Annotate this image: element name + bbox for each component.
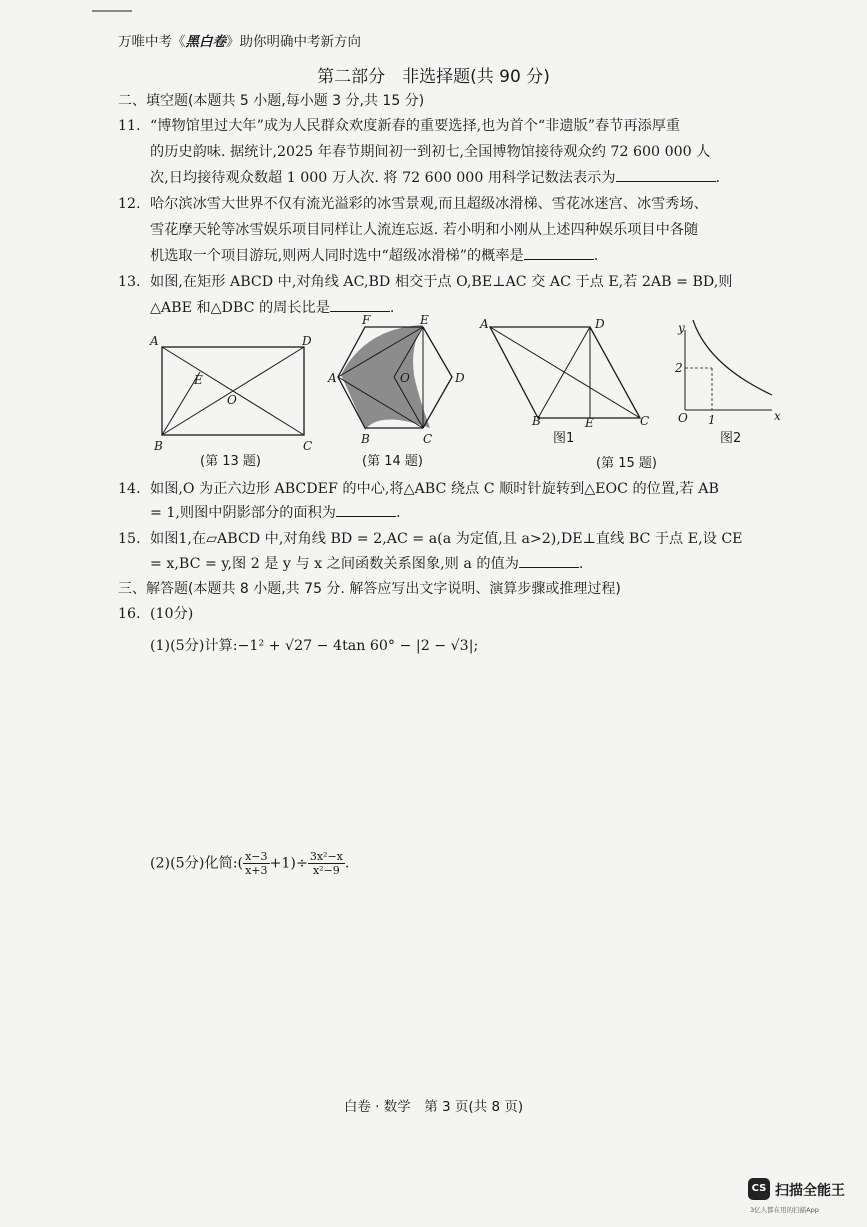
- camscanner-logo-icon: CS: [748, 1178, 770, 1200]
- q14-line1: [118, 478, 719, 498]
- fraction-2-numerator: 3x²−x: [309, 850, 343, 863]
- f13-label-a: A: [150, 334, 159, 348]
- q11-number: 11.: [118, 118, 141, 134]
- q12-line3: [150, 245, 598, 265]
- q15-text1: 如图1,在▱ABCD 中,对角线 BD = 2,AC = a(a 为定值,且 a>2),DE⊥直线 BC 于点 E,设 CE: [150, 531, 743, 547]
- q13-text1: 如图,在矩形 ABCD 中,对角线 AC,BD 相交于点 O,BE⊥AC 交 AC 于点 E,若 2AB = BD,则: [150, 274, 733, 290]
- f13-label-d: D: [302, 334, 312, 348]
- f14-label-e: E: [420, 313, 429, 327]
- f14-label-f: F: [362, 313, 371, 327]
- q11-text1: “博物馆里过大年”成为人民群众欢度新春的重要选择,也为首个“非遗版”春节再添厚重: [150, 118, 681, 134]
- q13-end: .: [389, 300, 395, 316]
- q16-part2-end: .: [344, 855, 350, 872]
- f14-label-a: A: [328, 371, 337, 385]
- figure-15-2: [674, 320, 781, 427]
- part-title: 第二部分 非选择题(共 90 分): [317, 67, 550, 87]
- fraction-1-denominator: x+3: [245, 864, 268, 877]
- q14-text1: 如图,O 为正六边形 ABCDEF 的中心,将△ABC 绕点 C 顺时针旋转到△EOC 的位置,若 AB: [150, 481, 719, 497]
- watermark-brand: 扫描全能王: [775, 1183, 845, 1199]
- caption-15: (第 15 题): [596, 456, 657, 471]
- q14-text2: = 1,则图中阴影部分的面积为: [150, 505, 336, 521]
- answer-blank[interactable]: [524, 245, 594, 260]
- q16-part2-mid: +1)÷: [269, 855, 308, 872]
- q12-end: .: [593, 248, 599, 264]
- q15-end: .: [578, 556, 584, 572]
- caption-14: (第 14 题): [362, 454, 423, 469]
- q16-score: (10分): [150, 606, 194, 622]
- f15b-label-origin: O: [678, 411, 688, 425]
- q15-text2: = x,BC = y,图 2 是 y 与 x 之间函数关系图象,则 a 的值为: [150, 556, 519, 572]
- page-header: [118, 30, 361, 50]
- q11-line3: [150, 167, 720, 187]
- q13-number: 13.: [118, 274, 141, 290]
- f15-label-e: E: [585, 416, 594, 430]
- f13-label-e: E: [194, 373, 203, 387]
- q12-text3: 机选取一个项目游玩,则两人同时选中“超级冰滑梯”的概率是: [150, 248, 524, 264]
- q11-text3: 次,日均接待观众数超 1 000 万人次. 将 72 600 000 用科学记数法表示为: [150, 170, 616, 186]
- f15-label-a: A: [480, 317, 489, 331]
- q12-line1: [118, 193, 708, 213]
- f13-label-b: B: [154, 439, 163, 453]
- q16-part2: [150, 850, 349, 877]
- answer-blank[interactable]: [519, 553, 579, 568]
- caption-15-fig1: 图1: [553, 431, 575, 446]
- f15b-label-x: x: [774, 409, 781, 423]
- q15-line2: [150, 553, 583, 573]
- q12-text1: 哈尔滨冰雪大世界不仅有流光溢彩的冰雪景观,而且超级冰滑梯、雪花冰迷宫、冰雪秀场、: [150, 196, 708, 212]
- answer-blank[interactable]: [336, 502, 396, 517]
- f15b-label-two: 2: [675, 361, 683, 375]
- q16-part2-label: (2)(5分)化简:(: [150, 855, 244, 872]
- section-fill-in: 二、填空题(本题共 5 小题,每小题 3 分,共 15 分): [118, 93, 425, 109]
- f14-label-c: C: [423, 432, 433, 446]
- caption-13: (第 13 题): [200, 454, 261, 469]
- q11-line1: [118, 115, 680, 135]
- q15-line1: [118, 528, 743, 548]
- fraction-1: [243, 850, 269, 877]
- f14-label-d: D: [455, 371, 465, 385]
- f14-label-o: O: [400, 371, 410, 385]
- f15b-label-one: 1: [708, 413, 716, 427]
- f13-label-o: O: [227, 393, 237, 407]
- f14-label-b: B: [361, 432, 370, 446]
- q12-number: 12.: [118, 196, 141, 212]
- q16-part1: (1)(5分)计算:−1² + √27 − 4tan 60° − |2 − √3|;: [150, 638, 479, 654]
- f15-label-c: C: [640, 414, 650, 428]
- f15b-label-y: y: [678, 321, 685, 335]
- q14-end: .: [396, 505, 401, 521]
- figure-13: [149, 334, 312, 453]
- fraction-2: [308, 850, 345, 877]
- q13-line1: [118, 271, 732, 291]
- q11-line2: 的历史韵味. 据统计,2025 年春节期间初一到初七,全国博物馆接待观众约 72 600 000 人: [150, 144, 711, 160]
- q13-text2: △ABE 和△DBC 的周长比是: [150, 300, 330, 316]
- fraction-2-denominator: x²−9: [312, 864, 340, 877]
- figures-row: [140, 310, 820, 470]
- scan-mark: [92, 10, 132, 12]
- q14-number: 14.: [118, 481, 141, 497]
- f13-label-c: C: [303, 439, 313, 453]
- q11-end: .: [715, 170, 721, 186]
- q14-line2: [150, 502, 401, 522]
- header-suffix: 》助你明确中考新方向: [226, 34, 361, 50]
- header-brand: 黑白卷: [185, 34, 226, 50]
- section-solutions: 三、解答题(本题共 8 小题,共 75 分. 解答应写出文字说明、演算步骤或推理过程): [118, 581, 621, 597]
- f15-label-b: B: [532, 414, 541, 428]
- f15-label-d: D: [595, 317, 605, 331]
- q12-line2: 雪花摩天轮等冰雪娱乐项目同样让人流连忘返. 若小明和小刚从上述四种娱乐项目中各随: [150, 222, 699, 238]
- q15-number: 15.: [118, 531, 141, 547]
- caption-15-fig2: 图2: [720, 431, 742, 446]
- q16-heading: [118, 603, 193, 623]
- header-prefix: 万唯中考《: [118, 34, 186, 50]
- watermark-subtitle: 3亿人都在用的扫描App: [750, 1206, 819, 1214]
- fraction-1-numerator: x−3: [245, 850, 268, 863]
- page-footer: 白卷 · 数学 第 3 页(共 8 页): [343, 1099, 524, 1115]
- figure-14: [327, 313, 465, 446]
- answer-blank[interactable]: [616, 167, 716, 182]
- figure-15-1: [479, 317, 649, 430]
- q16-number: 16.: [118, 606, 141, 622]
